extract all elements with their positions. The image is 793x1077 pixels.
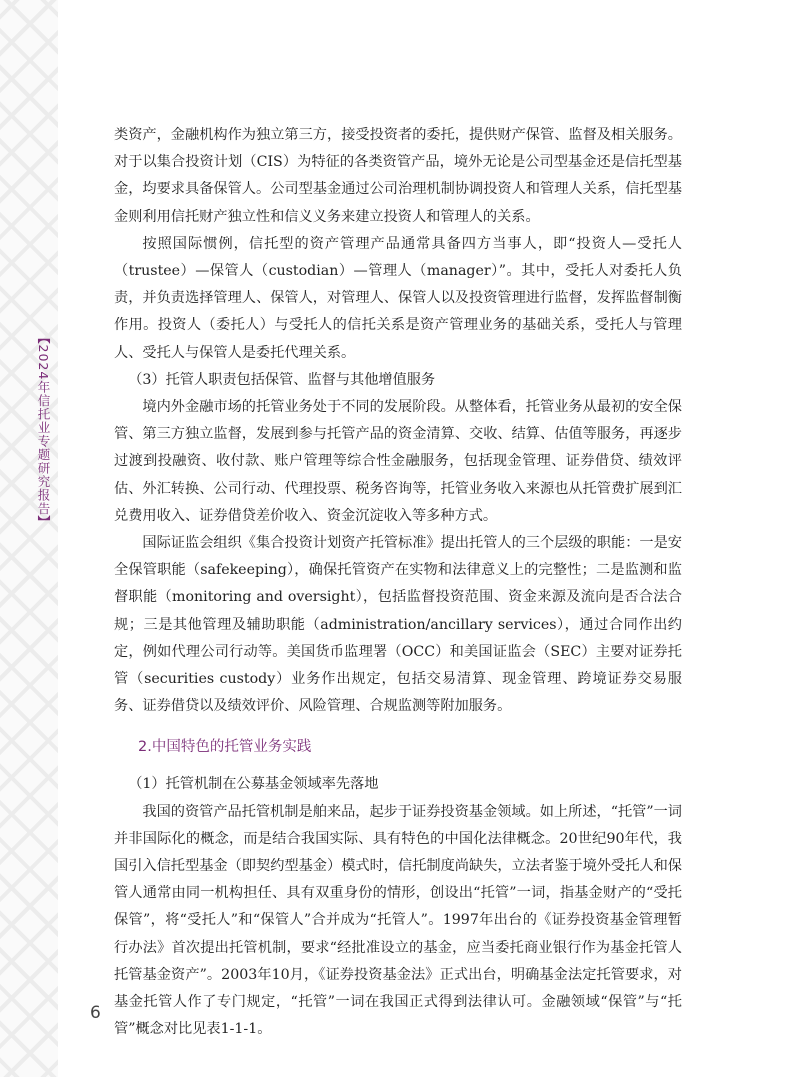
paragraph-5: 国际证监会组织《集合投资计划资产托管标准》提出托管人的三个层级的职能：一是安全保管职能（safekeeping），确保托管资产在实物和法律意义上的完整性；二是监测和监督职能（monitoring and oversight），包括监督投资范围、资金来源及流向是否合法合规；三是其他管理及辅助职能（administration/ancillary services），通过合同作出约定，例如代理公司行动等。美国货币监理署（OCC）和美国证监会（SEC）主要对证券托管（securities custody）业务作出规定，包括交易清算、现金管理、跨境证券交易服务、证券借贷以及绩效评价、风险管理、合规监测等附加服务。 [114,535,682,715]
page-number: 6 [90,1003,101,1023]
subheading-3: （3）托管人职责包括保管、监督与其他增值服务 [128,371,436,388]
body-text [114,122,682,1044]
paragraph-4: 境内外金融市场的托管业务处于不同的发展阶段。从整体看，托管业务从最初的安全保管、第三方独立监督，发展到参与托管产品的资金清算、交收、结算、估值等服务，再逐步过渡到投融资、收付款、账户管理等综合性金融服务，包括现金管理、证券借贷、绩效评估、外汇转换、公司行动、代理投票、税务咨询等，托管业务收入来源也从托管费扩展到汇兑费用收入、证券借贷差价收入、资金沉淀收入等多种方式。 [114,399,682,524]
paragraph-6: 我国的资管产品托管机制是舶来品，起步于证券投资基金领域。如上所述，“托管”一词并非国际化的概念，而是结合我国实际、具有特色的中国化法律概念。20世纪90年代，我国引入信托型基金（即契约型基金）模式时，信托制度尚缺失，立法者鉴于境外受托人和保管人通常由同一机构担任、具有双重身份的情形，创设出“托管”一词，指基金财产的“受托保管”，将“受托人”和“保管人”合并成为“托管人”。1997年出台的《证券投资基金管理暂行办法》首次提出托管机制，要求“经批准设立的基金，应当委托商业银行作为基金托管人托管基金资产”。2003年10月，《证券投资基金法》正式出台，明确基金法定托管要求，对基金托管人作了专门规定，“托管”一词在我国正式得到法律认可。金融领域“保管”与“托管”概念对比见表1-1-1。 [114,803,682,1038]
paragraph-1: 类资产，金融机构作为独立第三方，接受投资者的委托，提供财产保管、监督及相关服务。对于以集合投资计划（CIS）为特征的各类资管产品，境外无论是公司型基金还是信托型基金，均要求具备保管人。公司型基金通过公司治理机制协调投资人和管理人关系，信托型基金则利用信托财产独立性和信义义务来建立投资人和管理人的关系。 [114,127,682,225]
edge-decoration [0,0,58,1077]
section-heading: 2.中国特色的托管业务实践 [138,739,312,756]
running-header [32,330,54,530]
bracket-close: 】 [36,515,51,529]
paragraph-2: 按照国际惯例，信托型的资产管理产品通常具备四方当事人，即“投资人—受托人（trustee）—保管人（custodian）—管理人（manager）”。其中，受托人对委托人负责，并负责选择管理人、保管人，对管理人、保管人以及投资管理进行监督，发挥监督制衡作用。投资人（委托人）与受托人的信托关系是资产管理业务的基础关系，受托人与管理人、受托人与保管人是委托代理关系。 [114,235,682,361]
bracket-open: 【 [36,331,51,345]
report-title: 2024年信托业专题研究报告 [36,344,51,516]
subheading-1: （1）托管机制在公募基金领域率先落地 [128,776,379,793]
